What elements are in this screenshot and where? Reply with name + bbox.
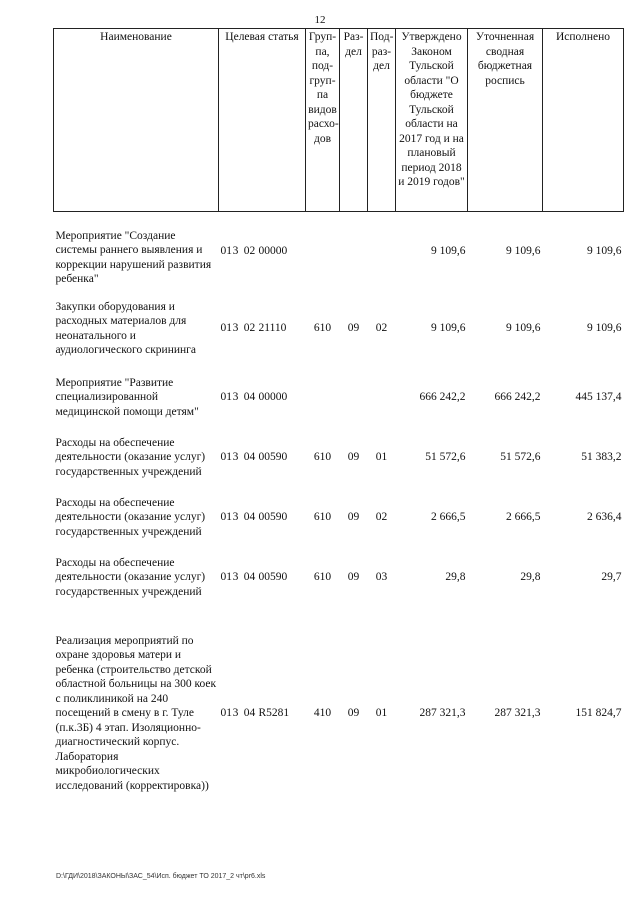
row-approved-cell: 9 109,6 [431, 244, 466, 257]
code-part: 3 [232, 707, 239, 720]
row-name-cell: Расходы на обеспечение деятельности (оказание услуг) государственных учреждений [55, 556, 206, 598]
row-approved-cell: 287 321,3 [419, 707, 466, 720]
row-target-code-cell [219, 488, 306, 548]
code-part: 04 [243, 707, 256, 720]
row-executed-cell: 9 109,6 [587, 322, 622, 335]
row-executed-cell: 2 636,4 [587, 511, 622, 524]
header-expense-group: Груп-па, под-груп-па видов расхо-дов [306, 29, 340, 212]
code-part: 01 [220, 571, 232, 584]
table-row [54, 548, 624, 608]
code-part: 01 [220, 511, 232, 524]
code-part: 21110 [258, 322, 287, 335]
row-group-cell: 610 [313, 322, 332, 335]
row-refined-cell: 29,8 [520, 571, 541, 584]
row-executed-cell: 445 137,4 [575, 391, 622, 404]
code-part: 00590 [258, 571, 288, 584]
file-path-footer: D:\ГДИ\2018\ЗАКОНЫ\ЗАС_54\Исп. бюджет ТО 2017_2 чт\pr6.xls [56, 873, 266, 880]
row-section-cell: 09 [347, 451, 360, 464]
row-section-cell [340, 212, 368, 290]
row-name-cell: Расходы на обеспечение деятельности (оказание услуг) государственных учреждений [55, 496, 206, 538]
row-refined-cell: 666 242,2 [494, 391, 541, 404]
code-part: 01 [220, 322, 232, 335]
budget-table [53, 28, 624, 820]
row-target-code-cell [219, 548, 306, 608]
code-part: 01 [220, 244, 232, 257]
row-group-cell: 610 [313, 571, 332, 584]
code-part: 3 [232, 244, 239, 257]
row-subsection-cell: 01 [375, 451, 388, 464]
row-approved-cell: 51 572,6 [425, 451, 466, 464]
code-part: 00000 [258, 244, 288, 257]
header-approved: Утверждено Законом Тульской области "О бюджете Тульской области на 2017 год и на плановый период 2018 и 2019 годов" [396, 29, 468, 212]
row-executed-cell: 29,7 [601, 571, 622, 584]
row-target-code-cell [219, 212, 306, 290]
header-refined: Уточненная сводная бюджетная роспись [468, 29, 543, 212]
row-subsection-cell [368, 212, 396, 290]
code-part: 00590 [258, 451, 288, 464]
header-executed: Исполнено [543, 29, 624, 212]
table-row [54, 368, 624, 428]
header-target-article: Целевая статья [219, 29, 306, 212]
code-part: 02 [243, 322, 256, 335]
code-part: 00590 [258, 511, 288, 524]
row-target-code-cell [219, 608, 306, 820]
row-target-code-cell [219, 368, 306, 428]
row-executed-cell: 151 824,7 [575, 707, 622, 720]
row-approved-cell: 29,8 [445, 571, 466, 584]
row-refined-cell: 9 109,6 [506, 322, 541, 335]
row-target-code-cell [219, 290, 306, 368]
code-part: 04 [243, 511, 256, 524]
page-number: 12 [314, 14, 326, 26]
row-name-cell: Расходы на обеспечение деятельности (оказание услуг) государственных учреждений [55, 436, 206, 478]
row-group-cell [306, 212, 340, 290]
row-section-cell [340, 368, 368, 428]
row-name-cell: Закупки оборудования и расходных материалов для неонатального и аудиологического скрининга [55, 300, 196, 356]
row-section-cell: 09 [347, 511, 360, 524]
row-group-cell: 610 [313, 451, 332, 464]
table-row [54, 608, 624, 820]
row-executed-cell: 9 109,6 [587, 244, 622, 257]
header-section: Раз-дел [340, 29, 368, 212]
row-name-cell: Мероприятие "Развитие специализированной медицинской помощи детям" [55, 376, 199, 418]
row-subsection-cell [368, 368, 396, 428]
code-part: 3 [232, 451, 239, 464]
row-section-cell: 09 [347, 707, 360, 720]
row-subsection-cell: 02 [375, 511, 388, 524]
header-subsection: Под-раз-дел [368, 29, 396, 212]
table-row [54, 212, 624, 290]
code-part: 02 [243, 244, 256, 257]
row-refined-cell: 51 572,6 [500, 451, 541, 464]
table-row [54, 428, 624, 488]
header-name: Наименование [54, 29, 219, 212]
row-refined-cell: 287 321,3 [494, 707, 541, 720]
row-subsection-cell: 02 [375, 322, 388, 335]
row-approved-cell: 2 666,5 [431, 511, 466, 524]
row-refined-cell: 9 109,6 [506, 244, 541, 257]
row-group-cell: 410 [313, 707, 332, 720]
code-part: R5281 [258, 707, 290, 720]
row-name-cell: Мероприятие "Создание системы раннего выявления и коррекции нарушений развития ребенка" [55, 229, 212, 286]
row-section-cell: 09 [347, 571, 360, 584]
row-approved-cell: 666 242,2 [419, 391, 466, 404]
code-part: 3 [232, 511, 239, 524]
code-part: 3 [232, 322, 239, 335]
row-section-cell: 09 [347, 322, 360, 335]
row-group-cell [306, 368, 340, 428]
row-subsection-cell: 03 [375, 571, 388, 584]
row-approved-cell: 9 109,6 [431, 322, 466, 335]
code-part: 04 [243, 571, 256, 584]
table-header-row [54, 29, 624, 212]
table-row [54, 488, 624, 548]
row-group-cell: 610 [313, 511, 332, 524]
code-part: 00000 [258, 391, 288, 404]
code-part: 01 [220, 391, 232, 404]
code-part: 3 [232, 571, 239, 584]
code-part: 04 [243, 451, 256, 464]
row-target-code-cell [219, 428, 306, 488]
code-part: 01 [220, 707, 232, 720]
code-part: 04 [243, 391, 256, 404]
row-subsection-cell: 01 [375, 707, 388, 720]
row-executed-cell: 51 383,2 [581, 451, 622, 464]
code-part: 3 [232, 391, 239, 404]
row-refined-cell: 2 666,5 [506, 511, 541, 524]
row-name-cell: Реализация мероприятий по охране здоровья матери и ребенка (строительство детской областной больницы на 300 коек с поликлиникой на 240 посещений в смену в г. Туле (п.к.3Б) 4 этап. Изоляционно-диагностический корпус. Лаборатория микробиологических исследований (корректировка)) [55, 634, 217, 792]
table-row [54, 290, 624, 368]
code-part: 01 [220, 451, 232, 464]
